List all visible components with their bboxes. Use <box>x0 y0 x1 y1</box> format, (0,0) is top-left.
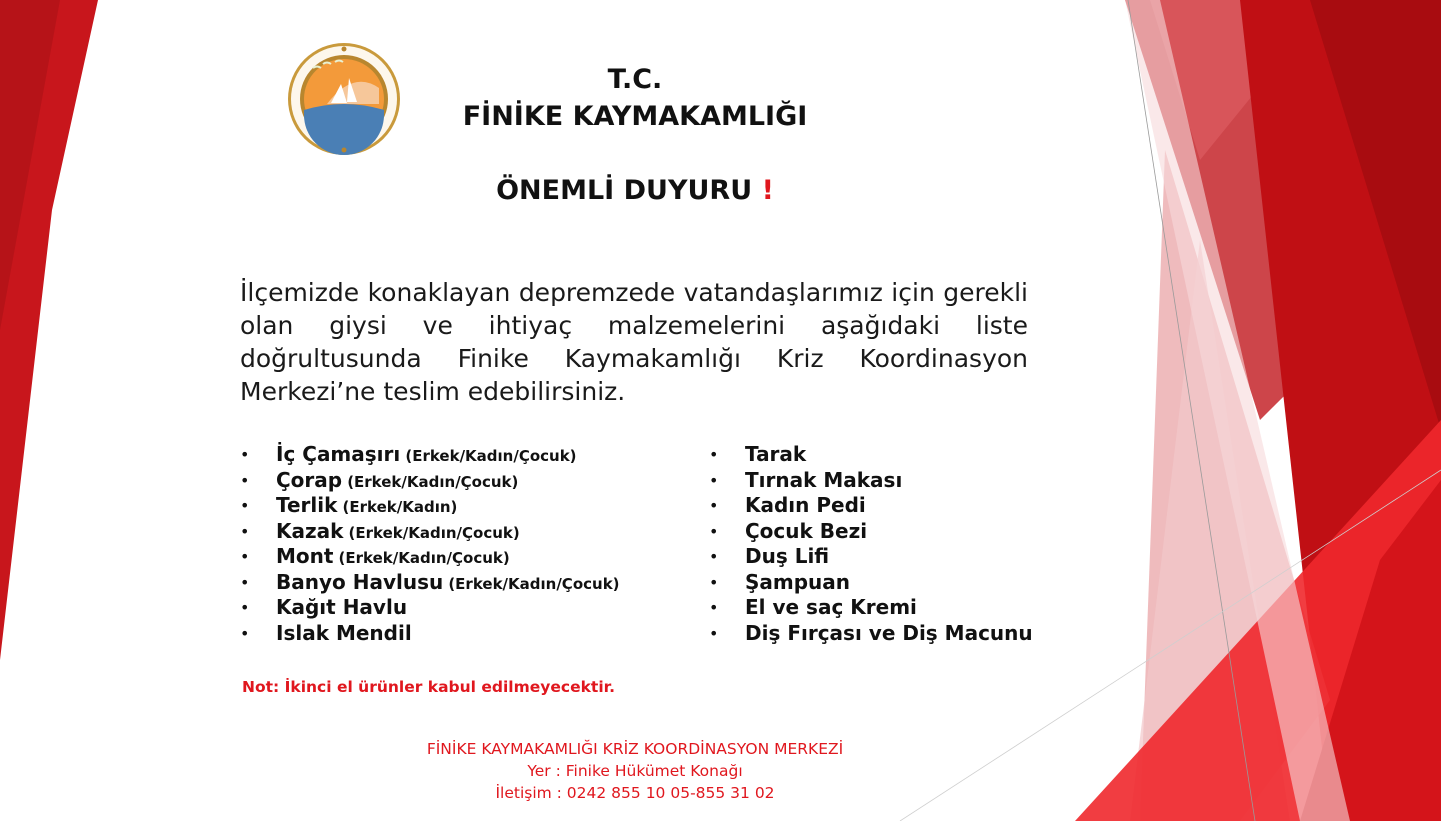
bullet: • <box>240 623 250 643</box>
header-line2: FİNİKE KAYMAKAMLIĞI <box>462 101 808 132</box>
bullet: • <box>240 572 250 592</box>
bullet: • <box>240 470 250 490</box>
finike-seal-logo <box>283 40 405 158</box>
bullet: • <box>709 521 719 541</box>
list-item <box>240 570 620 596</box>
bullet: • <box>709 496 719 515</box>
list-item <box>709 468 1033 494</box>
footer-contact-phone: İletişim : 0242 855 10 05-855 31 02 <box>495 784 775 802</box>
item-note: (Erkek/Kadın/Çocuk) <box>347 472 519 491</box>
footer-org: FİNİKE KAYMAKAMLIĞI KRİZ KOORDİNASYON MERKEZİ <box>426 740 844 758</box>
footer-location: Yer : Finike Hükümet Konağı <box>527 762 743 780</box>
list-item <box>709 570 1033 596</box>
item-name: Islak Mendil <box>276 620 412 645</box>
list-item <box>709 595 1033 621</box>
item-name: Mont <box>276 544 334 568</box>
item-note: (Erkek/Kadın/Çocuk) <box>448 574 620 593</box>
item-name: Terlik <box>276 493 338 517</box>
item-name: El ve saç Kremi <box>745 595 917 619</box>
items-list-right <box>709 442 1033 646</box>
item-note: (Erkek/Kadın/Çocuk) <box>348 523 520 542</box>
item-name: Kazak <box>276 518 344 543</box>
list-item <box>240 442 620 468</box>
list-item <box>709 621 1033 647</box>
item-name: Tarak <box>745 442 807 466</box>
list-item <box>240 493 620 519</box>
exclamation-mark: ! <box>761 175 774 206</box>
list-item <box>240 468 620 494</box>
intro-paragraph: İlçemizde konaklayan depremzede vatandaşlarımız için gerekli olan giysi ve ihtiyaç malzemelerini aşağıdaki liste doğrultusunda Finike Kaymakamlığı Kriz Koordinasyon Merkezi’ne teslim edebilirsiniz. <box>240 278 1028 406</box>
footer-contact <box>370 738 900 804</box>
list-item <box>240 519 620 545</box>
bullet: • <box>709 623 719 643</box>
bullet: • <box>240 598 250 617</box>
announcement-text: ÖNEMLİ DUYURU <box>496 175 753 206</box>
list-item <box>709 519 1033 545</box>
bullet: • <box>709 445 719 464</box>
announcement-title <box>430 175 840 206</box>
item-name: Tırnak Makası <box>745 467 903 492</box>
list-item <box>240 595 620 621</box>
header-line1: T.C. <box>607 64 663 95</box>
list-item <box>709 442 1033 468</box>
item-name: Kadın Pedi <box>745 493 866 517</box>
item-name: Çocuk Bezi <box>745 518 868 543</box>
item-name: Kağıt Havlu <box>276 595 408 619</box>
item-name: Duş Lifi <box>745 544 830 568</box>
bullet: • <box>709 598 719 617</box>
item-note: (Erkek/Kadın/Çocuk) <box>405 447 577 465</box>
bullet: • <box>709 572 719 592</box>
list-item <box>240 544 620 570</box>
item-name: Çorap <box>276 467 343 492</box>
item-name: Diş Fırçası ve Diş Macunu <box>745 620 1033 645</box>
items-list-left <box>240 442 620 646</box>
list-item <box>709 493 1033 519</box>
second-hand-notice: Not: İkinci el ürünler kabul edilmeyecektir. <box>242 678 615 696</box>
bullet: • <box>709 470 719 490</box>
list-item <box>240 621 620 647</box>
bullet: • <box>240 521 250 541</box>
item-name: Banyo Havlusu <box>276 569 444 594</box>
bullet: • <box>240 445 250 464</box>
bullet: • <box>709 547 719 566</box>
item-note: (Erkek/Kadın/Çocuk) <box>338 549 510 567</box>
bullet: • <box>240 496 250 515</box>
list-item <box>709 544 1033 570</box>
item-name: İç Çamaşırı <box>276 442 401 466</box>
item-name: Şampuan <box>745 569 851 594</box>
bullet: • <box>240 547 250 566</box>
item-note: (Erkek/Kadın) <box>342 498 458 516</box>
